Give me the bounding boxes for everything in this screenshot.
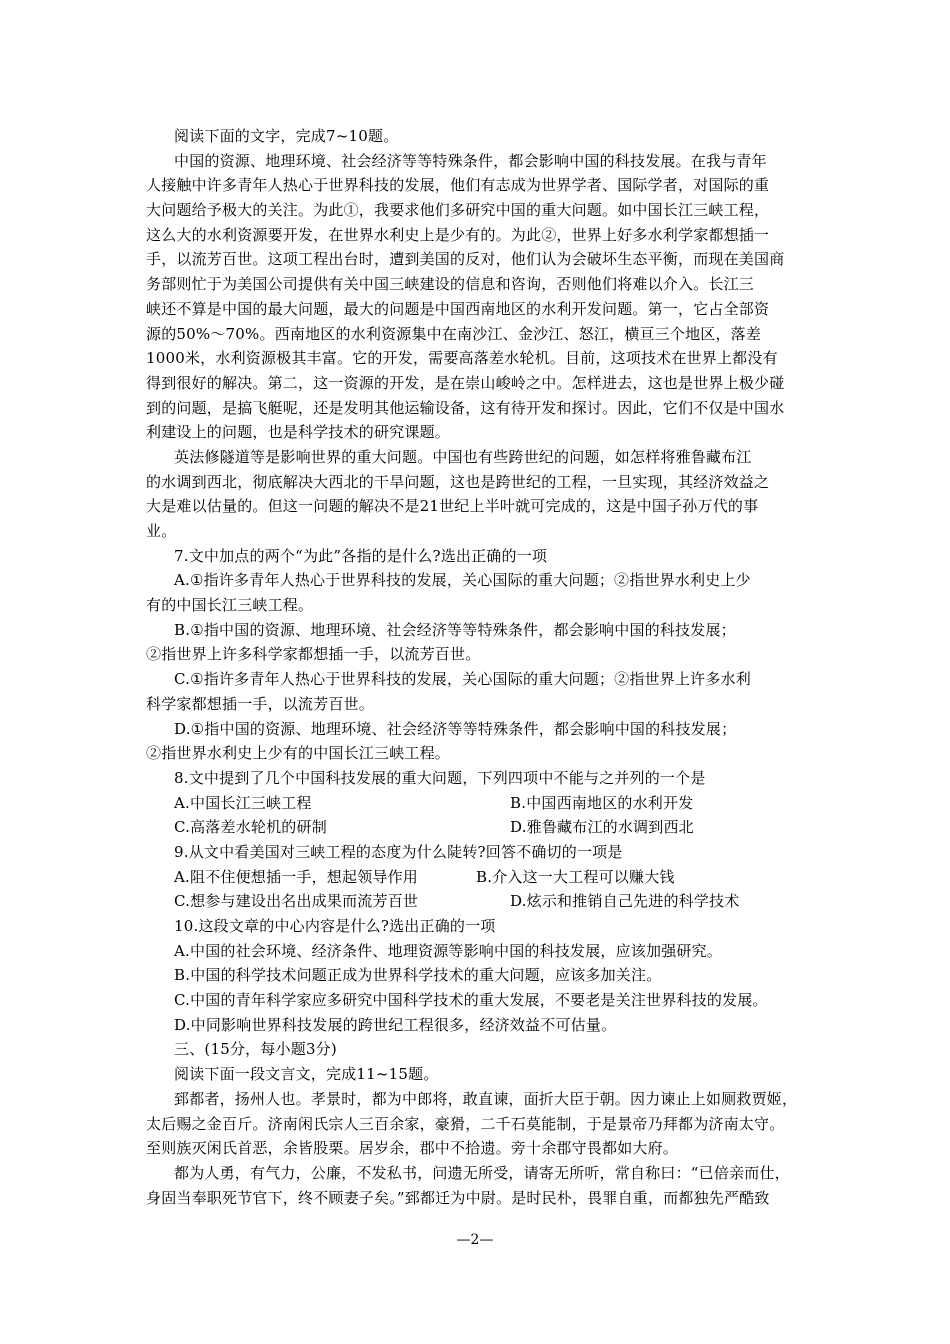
text-line: 太后赐之金百斤。济南闲氏宗人三百余家，豪猾，二千石莫能制，于是景帝乃拜都为济南太守。 [146, 1114, 785, 1133]
passage-paragraph-2 [146, 445, 810, 544]
text-line: 这么大的水利资源要开发，在世界水利史上是少有的。为此②，世界上好多水利学家都想插一 [146, 225, 770, 244]
option-d-cont: ②指世界水利史上少有的中国长江三峡工程。 [146, 744, 451, 763]
option-a-cont: 有的中国长江三峡工程。 [146, 596, 314, 615]
options-row [146, 791, 810, 816]
page-number: —2— [456, 1232, 494, 1248]
text-line: 务部则忙于为美国公司提供有关中国三峡建设的信息和咨询，否则他们将难以介入。长江三 [146, 275, 755, 294]
option-a: A.中国的社会环境、经济条件、地理资源等影响中国的科技发展，应该加强研究。 [174, 941, 723, 960]
text-line: 大是难以估量的。但这一问题的解决不是21世纪上半叶就可完成的，这是中国子孙万代的事 [146, 497, 759, 516]
section-header: 三、(15分，每小题3分) [174, 1040, 337, 1059]
option-d: D.炫示和推销自己先进的科学技术 [510, 892, 740, 911]
question-8 [146, 766, 810, 840]
text-line: 至则族灭闲氏首恶，余皆股栗。居岁余，郡中不拾遗。旁十余郡守畏都如大府。 [146, 1139, 679, 1158]
option-b: B.中国西南地区的水利开发 [510, 793, 694, 812]
option-d: D.中同影响世界科技发展的跨世纪工程很多，经济效益不可估量。 [174, 1015, 617, 1034]
reading-instruction: 阅读下面的文字，完成7~10题。 [174, 127, 399, 145]
text-line: 郅都者，扬州人也。孝景时，都为中郎将，敢直谏，面折大臣于朝。因力谏止上如厕救贾姬， [174, 1089, 798, 1108]
text-line: 身固当奉职死节官下，终不顾妻子矣。”郅都迁为中尉。是时民朴，畏罪自重，而都独先严酷致 [146, 1188, 770, 1207]
text-line: 的水调到西北，彻底解决大西北的干旱问题，这也是跨世纪的工程，一旦实现，其经济效益之 [146, 472, 770, 491]
option-d: D.①指中国的资源、地理环境、社会经济等等特殊条件，都会影响中国的科技发展； [174, 719, 737, 738]
question-stem: 7.文中加点的两个“为此”各指的是什么?选出正确的一项 [174, 546, 548, 565]
option-d: D.雅鲁藏布江的水调到西北 [510, 818, 694, 837]
question-stem: 10.这段文章的中心内容是什么?选出正确的一项 [174, 917, 496, 935]
question-9 [146, 840, 810, 914]
option-c: C.中国的青年科学家应多研究中国科学技术的重大发展，不要老是关注世界科技的发展。 [174, 991, 768, 1010]
text-line: 源的50%～70%。西南地区的水利资源集中在南沙江、金沙江、怒江，横亘三个地区，落差 [146, 324, 762, 343]
option-a: A.阻不住便想插一手，想起领导作用 [174, 867, 419, 886]
classical-paragraph-1 [146, 1087, 810, 1161]
reading-instruction: 阅读下面一段文言文，完成11~15题。 [174, 1065, 439, 1084]
text-line: 大问题给予极大的关注。为此①，我要求他们多研究中国的重大问题。如中国长江三峡工程， [146, 201, 770, 220]
text-line: 手，以流芳百世。这项工程出台时，遭到美国的反对，他们认为会破坏生态平衡，而现在美国商 [146, 250, 785, 269]
question-stem: 9.从文中看美国对三峡工程的态度为什么陡转?回答不确切的一项是 [174, 842, 623, 861]
text-line: 英法修隧道等是影响世界的重大问题。中国也有些跨世纪的问题，如怎样将雅鲁藏布江 [174, 447, 752, 466]
option-a: A.①指许多青年人热心于世界科技的发展，关心国际的重大问题；②指世界水利史上少 [174, 571, 751, 590]
question-stem: 8.文中提到了几个中国科技发展的重大问题，下列四项中不能与之并列的一个是 [174, 768, 706, 787]
option-c: C.想参与建设出名出成果而流芳百世 [174, 892, 419, 911]
text-line: 峡还不算是中国的最大问题，最大的问题是中国西南地区的水利开发问题。第一，它占全部资 [146, 299, 770, 318]
options-row [146, 815, 810, 840]
text-line: 人接触中许多青年人热心于世界科技的发展，他们有志成为世界学者、国际学者，对国际的重 [146, 176, 770, 195]
option-c: C.高落差水轮机的研制 [174, 818, 327, 837]
option-c-cont: 科学家都想插一手，以流芳百世。 [146, 694, 375, 713]
option-b: B.中国的科学技术问题正成为世界科学技术的重大问题，应该多加关注。 [174, 966, 662, 985]
option-c: C.①指许多青年人热心于世界科技的发展，关心国际的重大问题；②指世界上许多水利 [174, 670, 751, 689]
text-line: 1000米，水利资源极其丰富。它的开发，需要高落差水轮机。目前，这项技术在世界上都没有 [146, 349, 778, 368]
text-line: 业。 [146, 522, 177, 540]
option-b: B.介入这一大工程可以赚大钱 [476, 867, 675, 886]
option-b: B.①指中国的资源、地理环境、社会经济等等特殊条件，都会影响中国的科技发展； [174, 620, 736, 639]
option-b-cont: ②指世界上许多科学家都想插一手，以流芳百世。 [146, 645, 481, 664]
option-a: A.中国长江三峡工程 [174, 793, 312, 812]
text-line: 到的问题，是搞飞艇呢，还是发明其他运输设备，这有待开发和探讨。因此，它们不仅是中国水 [146, 398, 785, 417]
text-line: 得到很好的解决。第二，这一资源的开发，是在崇山峻岭之中。怎样进去，这也是世界上极少碰 [146, 373, 785, 392]
text-line: 中国的资源、地理环境、社会经济等等特殊条件，都会影响中国的科技发展。在我与青年 [174, 151, 767, 170]
passage-paragraph-1 [146, 149, 810, 445]
question-7 [146, 544, 810, 766]
text-line: 都为人勇，有气力，公廉，不发私书，问遗无所受，请寄无所听，常自称曰：“已倍亲而仕， [174, 1163, 790, 1182]
options-row [146, 865, 810, 890]
text-line: 利建设上的问题，也是科学技术的研究课题。 [146, 423, 451, 442]
options-row [146, 889, 810, 914]
classical-paragraph-2 [146, 1161, 810, 1210]
question-10 [146, 914, 810, 1037]
document-body [146, 124, 810, 1210]
